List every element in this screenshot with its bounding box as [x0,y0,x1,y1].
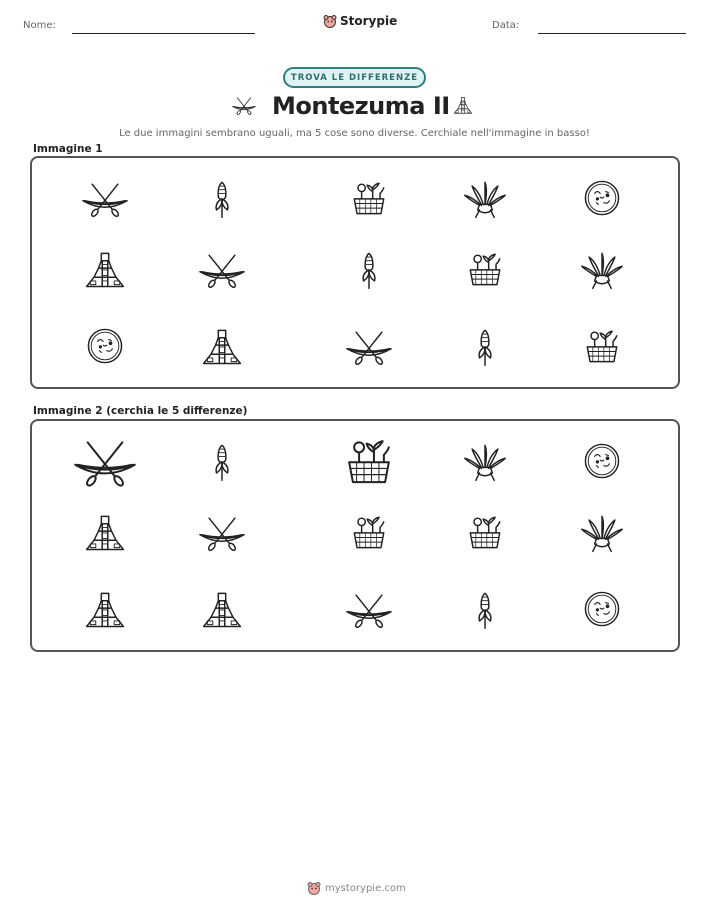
canoe-icon[interactable] [341,586,397,632]
date-label: Data: [492,20,520,31]
brand-name: Storypie [340,14,398,28]
image2-panel[interactable] [30,419,680,652]
pyramid-icon[interactable] [77,586,133,632]
pyramid-icon [450,91,476,119]
instructions: Le due immagini sembrano uguali, ma 5 cose sono diverse. Cerchiale nell'immagine in basso! [119,128,590,139]
image1-panel [30,156,680,389]
page-title: Montezuma II [272,92,450,120]
planter-icon[interactable] [330,430,408,492]
calendar-icon [77,323,133,369]
corn-icon [457,323,513,369]
corn-icon [341,246,397,292]
storypie-mascot-icon [307,881,321,895]
pyramid-icon[interactable] [77,509,133,555]
footer-url: mystorypie.com [325,882,406,894]
canoe-icon [77,175,133,221]
calendar-icon[interactable] [574,438,630,484]
corn-icon[interactable] [194,438,250,484]
headdress-icon[interactable] [457,438,513,484]
calendar-icon[interactable] [574,586,630,632]
calendar-icon [574,175,630,221]
corn-icon [194,175,250,221]
image2-label: Immagine 2 (cerchia le 5 differenze) [33,405,248,417]
footer [307,881,406,895]
corn-icon[interactable] [457,586,513,632]
canoe-icon [341,323,397,369]
pyramid-icon[interactable] [194,586,250,632]
headdress-icon [457,175,513,221]
canoe-icon[interactable] [194,509,250,555]
pyramid-icon [194,323,250,369]
date-field-line[interactable] [538,33,686,34]
image1-label: Immagine 1 [33,143,103,155]
canoe-icon [229,93,259,117]
planter-icon [341,175,397,221]
canoe-icon[interactable] [66,430,144,492]
name-field-line[interactable] [72,33,255,34]
brand-logo [323,14,397,28]
headdress-icon [574,246,630,292]
planter-icon [574,323,630,369]
canoe-icon [194,246,250,292]
storypie-mascot-icon [323,14,337,28]
planter-icon[interactable] [341,509,397,555]
pyramid-icon [77,246,133,292]
name-label: Nome: [23,20,56,31]
planter-icon [457,246,513,292]
headdress-icon[interactable] [574,509,630,555]
planter-icon[interactable] [457,509,513,555]
worksheet-type-badge: TROVA LE DIFFERENZE [283,67,426,88]
